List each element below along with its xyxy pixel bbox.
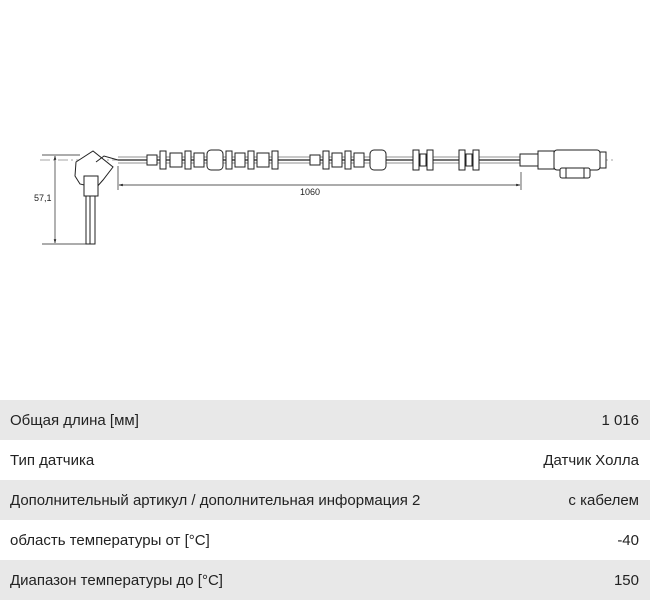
spec-value: Датчик Холла (543, 451, 639, 469)
spec-row-additional-info (0, 480, 650, 520)
spec-value: 1 016 (601, 411, 639, 429)
grommet-2 (459, 150, 479, 170)
spec-value: -40 (617, 531, 639, 549)
length-dimension-label: 1060 (300, 187, 321, 197)
spec-row-temp-from (0, 520, 650, 560)
spec-row-total-length (0, 400, 650, 440)
spec-label: Общая длина [мм] (10, 411, 139, 429)
spec-value: с кабелем (568, 491, 639, 509)
spec-label: область температуры от [°C] (10, 531, 210, 549)
sensor-head-left (75, 151, 118, 244)
spec-row-temp-to (0, 560, 650, 600)
spec-row-sensor-type (0, 440, 650, 480)
spec-label: Тип датчика (10, 451, 95, 469)
grommet-1 (413, 150, 433, 170)
spec-value: 150 (613, 571, 639, 589)
connector-right (520, 150, 606, 178)
spec-label: Диапазон температуры до [°C] (10, 571, 223, 589)
specs-table (0, 400, 650, 600)
spec-label: Дополнительный артикул / дополнительная информация 2 (10, 491, 421, 509)
height-dimension-label: 57,1 (34, 193, 52, 203)
